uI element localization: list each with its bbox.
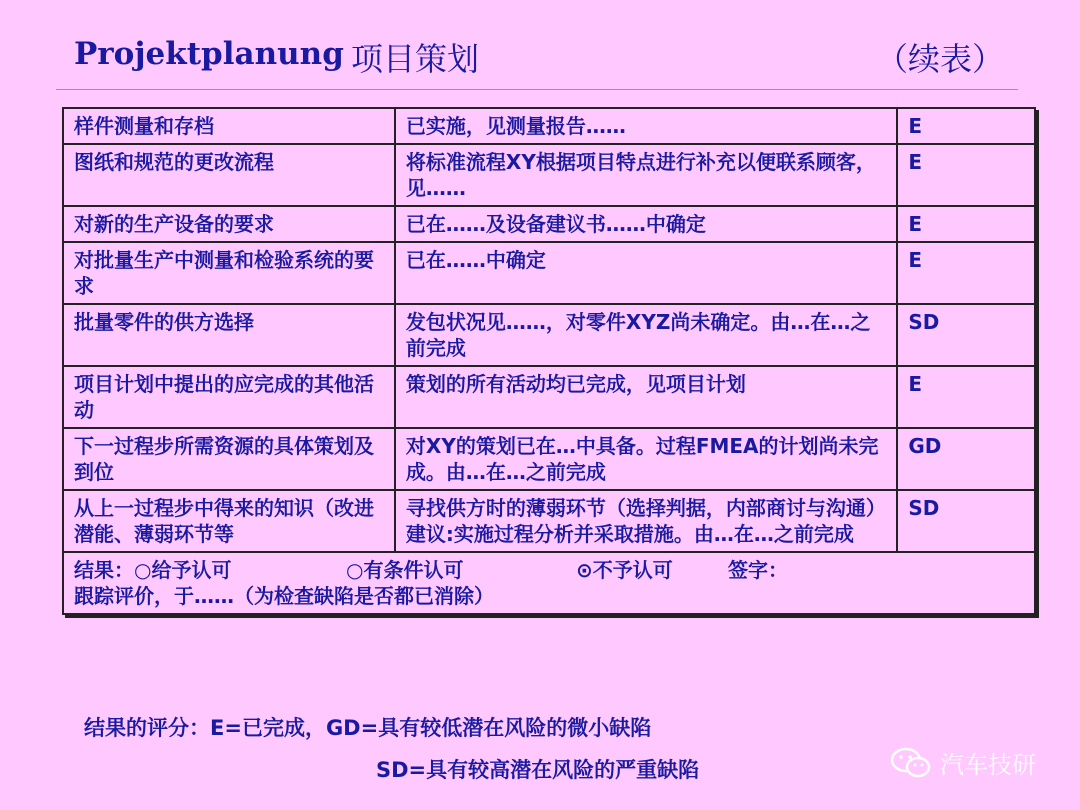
follow-up-text: 跟踪评价，于……（为检查缺陷是否都已消除） [74, 584, 494, 608]
result-row [63, 552, 1035, 614]
result-label: 结果： [74, 558, 134, 582]
table-row [63, 242, 1035, 304]
status-cell [395, 490, 897, 552]
signature-label: 签字： [728, 558, 788, 582]
rating-cell: SD [897, 304, 1035, 366]
table-row [63, 366, 1035, 428]
table-row [63, 428, 1035, 490]
rating-cell: GD [897, 428, 1035, 490]
page-title-english: Projektplanung [74, 36, 344, 72]
rating-cell: E [897, 108, 1035, 144]
table-row [63, 490, 1035, 552]
continued-label: （续表） [875, 40, 1004, 78]
page-header [74, 30, 1004, 82]
rating-cell: E [897, 366, 1035, 428]
rating-cell: E [897, 144, 1035, 206]
item-cell: 对新的生产设备的要求 [63, 206, 395, 242]
option-rejected[interactable]: ⊙不予认可 [576, 558, 673, 582]
status-cell: 对XY的策划已在…中具备。过程FMEA的计划尚未完成。由…在…之前完成 [395, 428, 897, 490]
table-row [63, 144, 1035, 206]
status-cell: 将标准流程XY根据项目特点进行补充以便联系顾客，见…… [395, 144, 897, 206]
watermark [890, 745, 1036, 780]
status-cell: 已实施，见测量报告…… [395, 108, 897, 144]
rating-cell: E [897, 242, 1035, 304]
result-options [74, 557, 1026, 583]
page-title-chinese: 项目策划 [351, 40, 480, 78]
item-cell: 批量零件的供方选择 [63, 304, 395, 366]
option-approved[interactable]: ○给予认可 [134, 558, 232, 582]
status-cell: 策划的所有活动均已完成，见项目计划 [395, 366, 897, 428]
result-cell [63, 552, 1035, 614]
status-text: 寻找供方时的薄弱环节（选择判据，内部商讨与沟通） [405, 496, 886, 520]
item-cell: 样件测量和存档 [63, 108, 395, 144]
table-row [63, 206, 1035, 242]
watermark-text: 汽车技研 [940, 751, 1036, 779]
status-cell: 已在……中确定 [395, 242, 897, 304]
rating-legend-line-2: SD=具有较高潜在风险的严重缺陷 [376, 758, 700, 782]
item-cell: 项目计划中提出的应完成的其他活动 [63, 366, 395, 428]
title-divider [56, 89, 1018, 90]
rating-cell: E [897, 206, 1035, 242]
table-row [63, 108, 1035, 144]
rating-legend-line-1: 结果的评分：E=已完成，GD=具有较低潜在风险的微小缺陷 [84, 716, 652, 740]
status-cell: 已在……及设备建议书……中确定 [395, 206, 897, 242]
rating-cell: SD [897, 490, 1035, 552]
option-conditional[interactable]: ○有条件认可 [346, 558, 464, 582]
item-cell: 图纸和规范的更改流程 [63, 144, 395, 206]
table-row [63, 304, 1035, 366]
wechat-icon [890, 746, 932, 780]
item-cell: 下一过程步所需资源的具体策划及到位 [63, 428, 395, 490]
planning-table [62, 107, 1036, 615]
status-recommendation: 建议:实施过程分析并采取措施。由…在…之前完成 [405, 522, 854, 546]
item-cell: 对批量生产中测量和检验系统的要求 [63, 242, 395, 304]
status-cell: 发包状况见……，对零件XYZ尚未确定。由…在…之前完成 [395, 304, 897, 366]
item-cell: 从上一过程步中得来的知识（改进潜能、薄弱环节等 [63, 490, 395, 552]
